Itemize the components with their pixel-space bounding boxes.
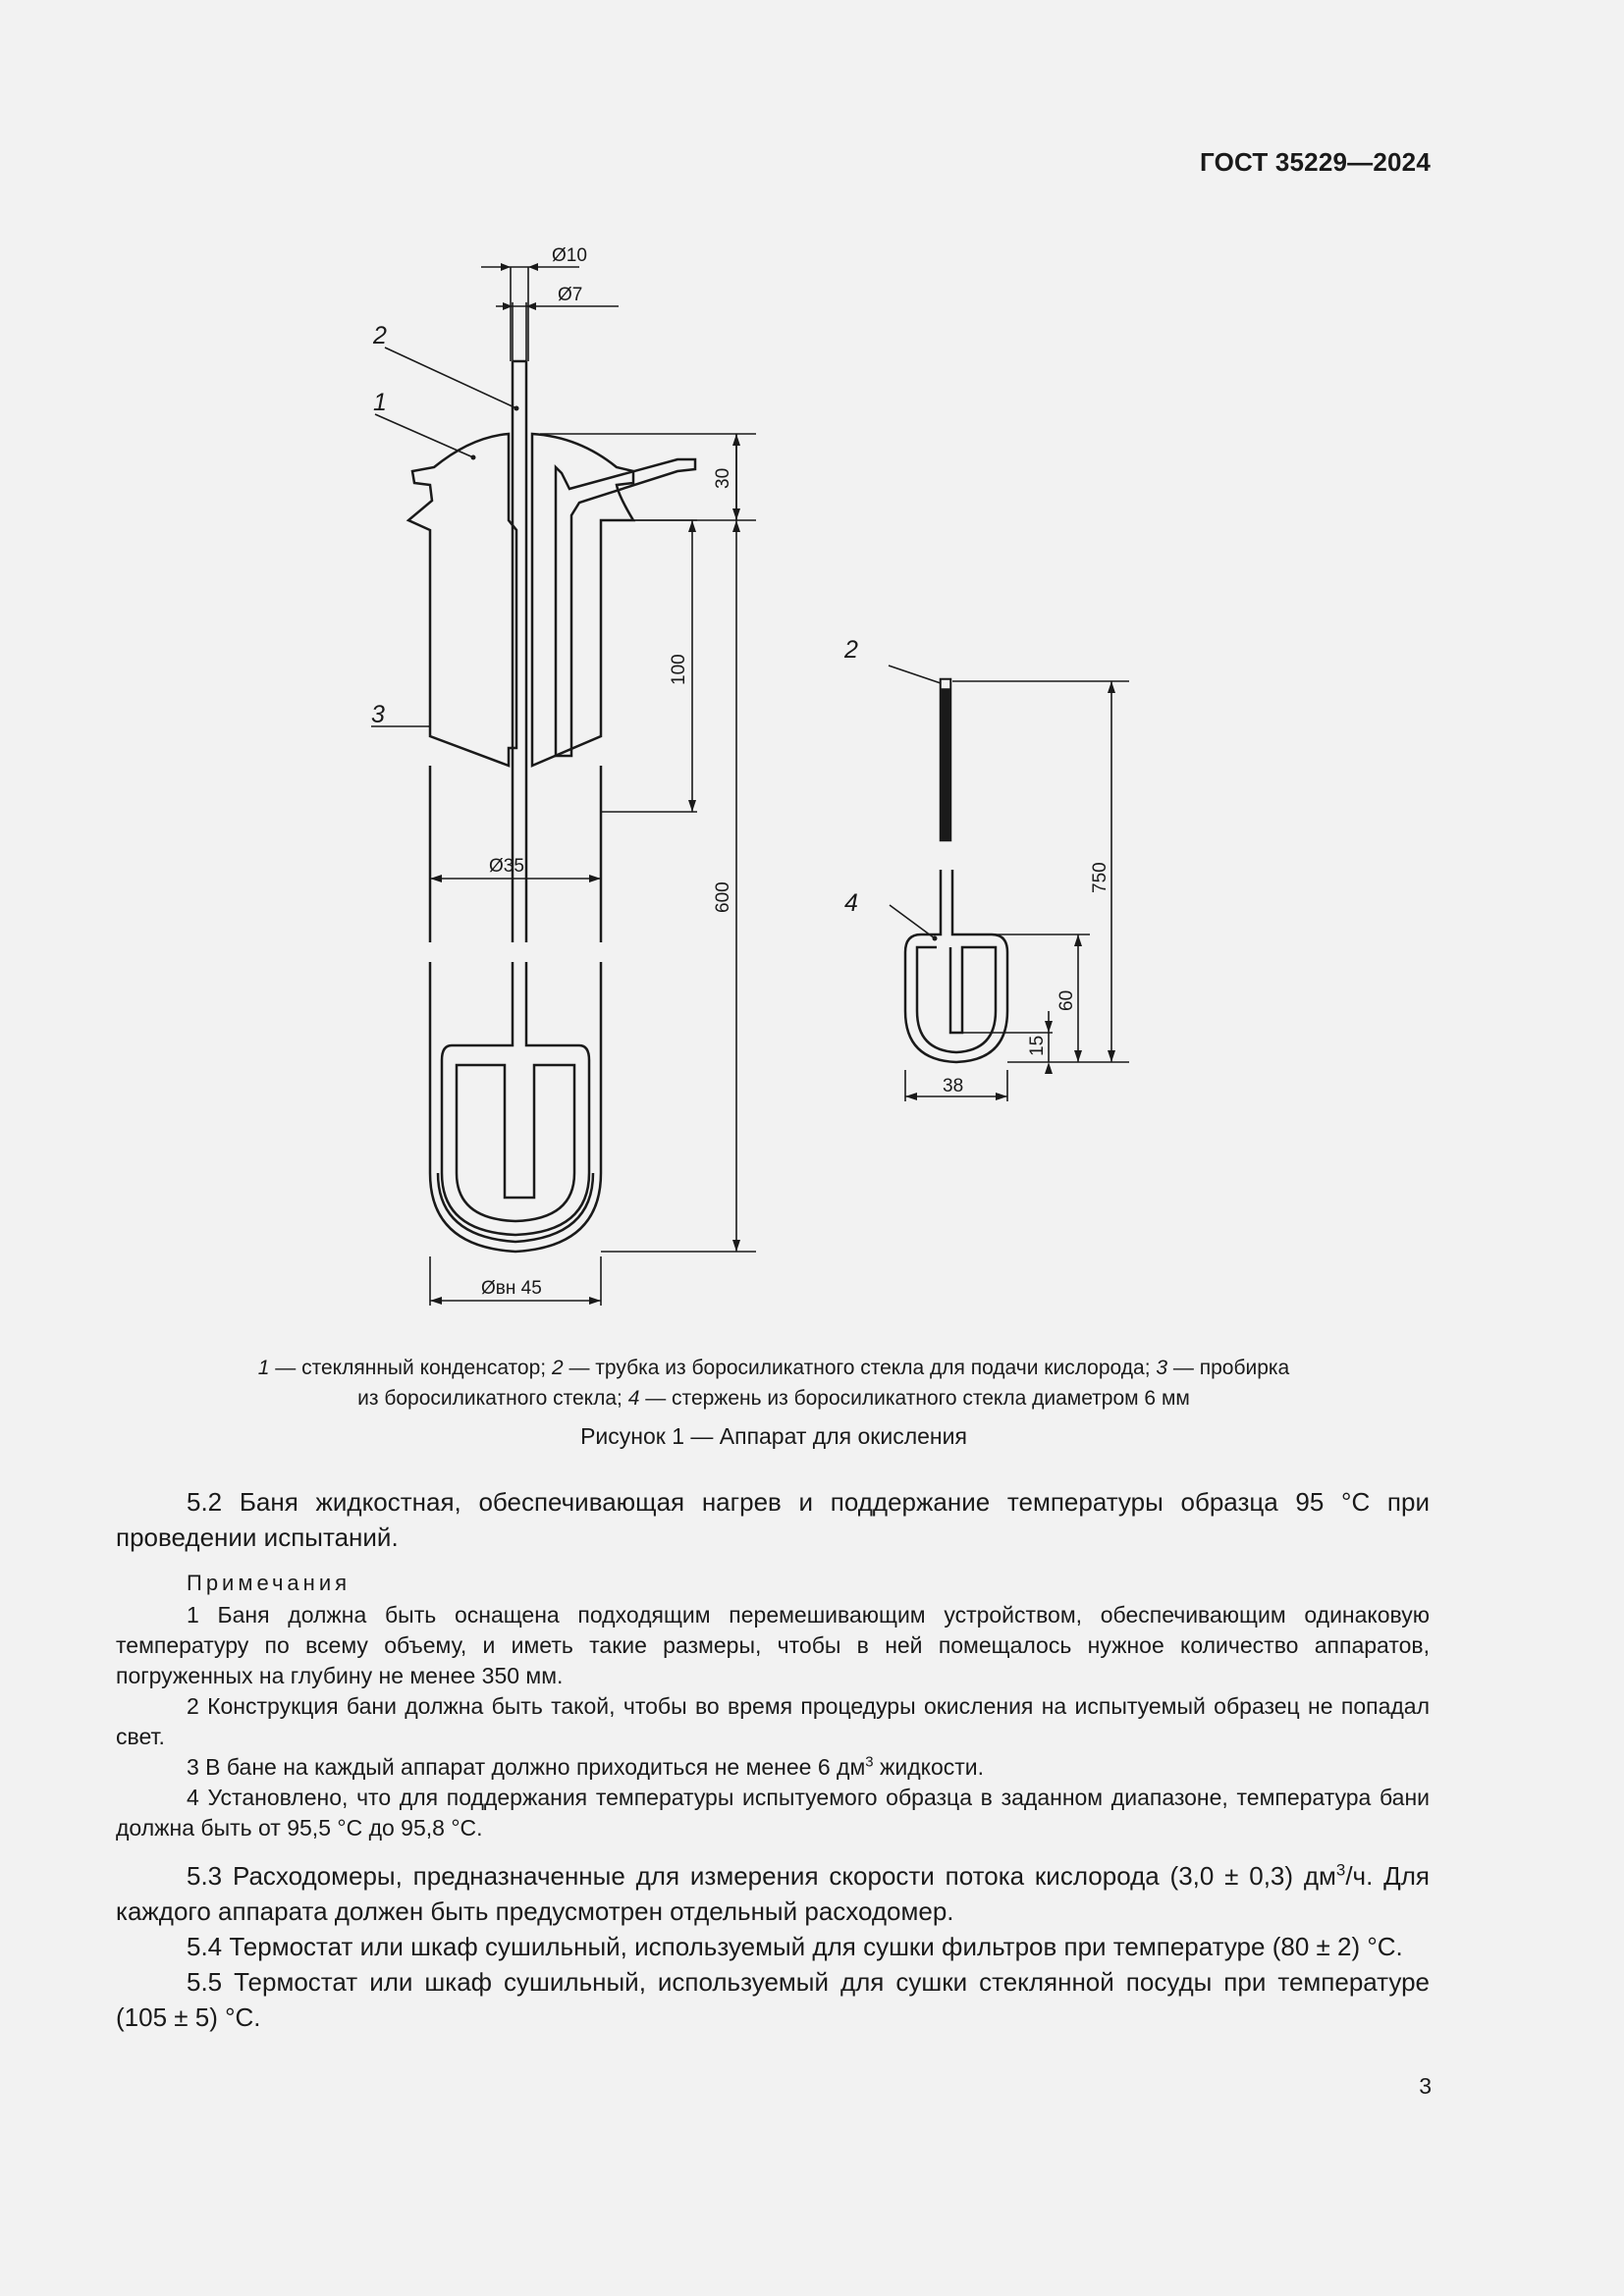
condenser-right-half [532, 434, 633, 766]
notes-block [116, 1568, 1430, 1843]
rod-loop-inner [917, 947, 996, 1052]
left-dimension-labels [481, 245, 733, 1299]
note-3: 3 В бане на каждый аппарат должно приходиться не менее 6 $дм^3$ жидкости. [187, 1753, 985, 1780]
dim-h750: 750 [1090, 862, 1110, 893]
note-1: 1 Баня должна быть оснащена подходящим перемешивающим устройством, обеспечивающим одинаковую температуру по всему объему, и иметь такие размеры, чтобы в ней помещалось нужное количество аппаратов, погруженных на глубину не менее 350 мм. [116, 1602, 1430, 1688]
stirrer-loop-inner [457, 1065, 574, 1221]
dim-w38: 38 [943, 1076, 964, 1096]
callout-3: 3 [371, 701, 385, 728]
legend-line-1: 1 — стеклянный конденсатор; 2 — трубка из боросиликатного стекла для подачи кислорода; 3 — пробирка [257, 1357, 1290, 1379]
left-callouts [371, 322, 387, 728]
right-callouts [843, 636, 858, 917]
paragraph-5-5: 5.5 Термостат или шкаф сушильный, используемый для сушки стеклянной посуды при температуре (105 ± 5) °С. [116, 1967, 1430, 2032]
figure-legend [116, 1353, 1432, 1414]
section-5-2 [116, 1484, 1430, 1555]
paragraph-5-2: 5.2 Баня жидкостная, обеспечивающая нагрев и поддержание температуры образца 95 °С при проведении испытаний. [116, 1487, 1430, 1552]
dim-h15: 15 [1027, 1035, 1048, 1056]
dim-h30: 30 [713, 467, 733, 489]
callout-2-left: 2 [373, 322, 387, 349]
oxygen-tube-right [941, 679, 950, 840]
figure-caption: Рисунок 1 — Аппарат для окисления [580, 1423, 967, 1449]
dim-h100: 100 [669, 654, 689, 685]
figure-oxidation-apparatus [324, 226, 1257, 1325]
sections-5-3-to-5-5 [116, 1858, 1430, 2035]
note-4: 4 Установлено, что для поддержания температуры испытуемого образца в заданном диапазоне, температура бани должна быть от 95,5 °С до 95,8 °С. [116, 1785, 1430, 1841]
condenser-left-half [408, 434, 516, 766]
apparatus-drawing [324, 226, 1257, 1325]
legend-line-2: из боросиликатного стекла; 4 — стержень из боросиликатного стекла диаметром 6 мм [357, 1387, 1190, 1410]
dim-d45: Øвн 45 [481, 1278, 542, 1299]
callout-4: 4 [844, 889, 858, 917]
right-apparatus [905, 679, 1007, 1062]
paragraph-5-4: 5.4 Термостат или шкаф сушильный, используемый для сушки фильтров при температуре (80 ± 2) °С. [187, 1932, 1403, 1961]
note-2: 2 Конструкция бани должна быть такой, чтобы во время процедуры окисления на испытуемый образец не попадал свет. [116, 1693, 1430, 1749]
dim-d35: Ø35 [489, 856, 524, 877]
document-header: ГОСТ 35229—2024 [1200, 147, 1431, 177]
callout-1: 1 [373, 389, 387, 416]
paragraph-5-3: 5.3 Расходомеры, предназначенные для измерения скорости потока кислорода (3,0 ± 0,3) $дм^3/ч$. Для каждого аппарата должен быть предусмотрен отдельный расходомер. [116, 1860, 1430, 1926]
dim-d10: Ø10 [552, 245, 587, 266]
dim-d7: Ø7 [558, 285, 583, 305]
left-arrowheads [430, 263, 740, 1305]
right-arrowheads [905, 681, 1115, 1100]
left-apparatus [408, 361, 695, 1252]
page-number: 3 [1419, 2073, 1432, 2099]
notes-heading: Примечания [187, 1571, 352, 1595]
callout-2-right: 2 [844, 636, 858, 664]
stirrer-loop-outer [442, 962, 589, 1235]
dim-h600: 600 [713, 881, 733, 913]
dim-h60: 60 [1056, 989, 1077, 1011]
